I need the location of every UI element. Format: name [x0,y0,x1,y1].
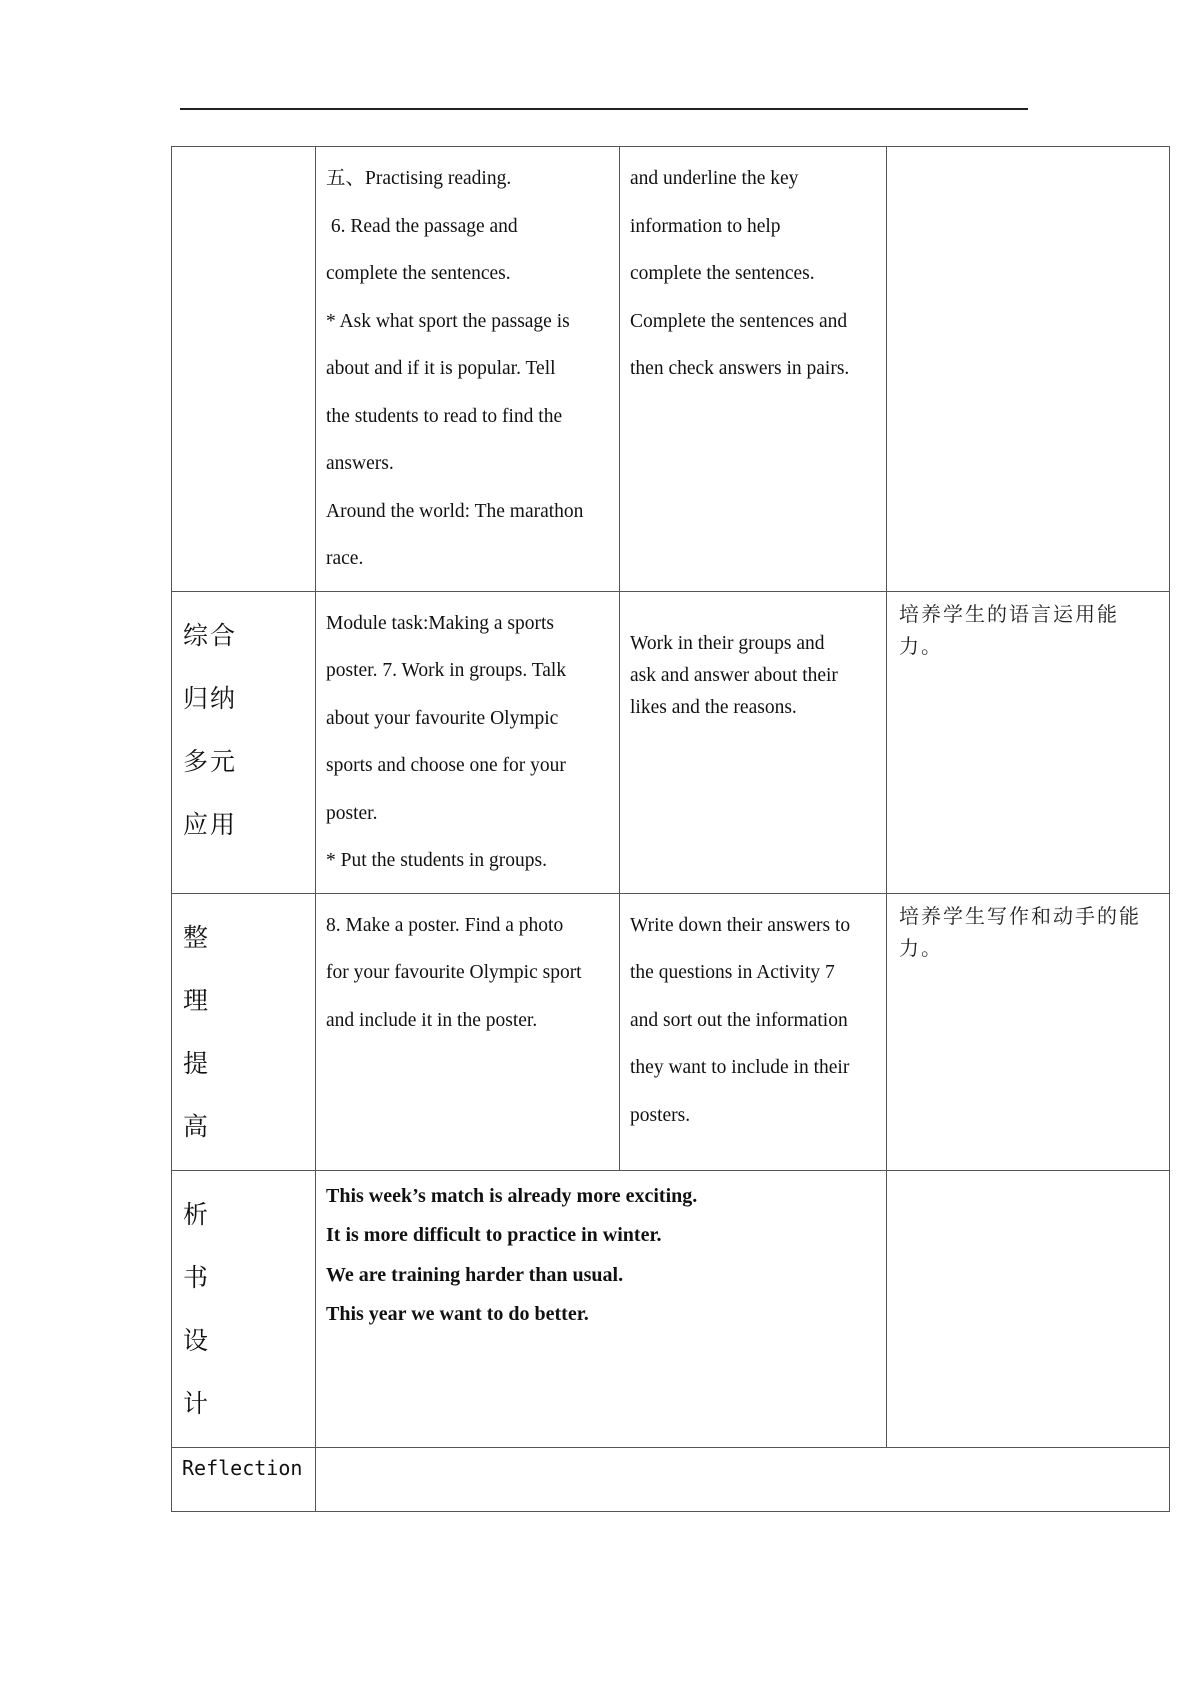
stage-label: 应用 [183,809,238,839]
student-activity-cell [620,147,887,592]
activity-line: about your favourite Olympic [326,707,559,729]
section-heading: 五、Practising reading. [326,168,512,189]
stage-label: 综合 [183,620,238,650]
activity-line: likes and the reasons. [630,696,797,718]
stage-cell [172,591,316,893]
table-row-reading [172,147,1170,592]
header-rule [180,108,1028,110]
activity-line: sports and choose one for your [326,755,566,776]
goal-cell [887,591,1170,893]
board-line: We are training harder than usual. [326,1263,624,1286]
stage-label: 高 [183,1111,211,1141]
activity-line: and underline the key [630,168,799,189]
activity-line: they want to include in their [630,1057,850,1078]
teacher-activity-cell [316,147,620,592]
reflection-label: Reflection [182,1455,303,1480]
board-line: This week’s match is already more exciting. [326,1184,698,1207]
activity-line: * Ask what sport the passage is [326,310,570,332]
table-row-poster [172,893,1170,1170]
goal-cell [887,1170,1170,1447]
table-row-board-design [172,1170,1170,1447]
stage-cell [172,1170,316,1447]
teacher-activity-cell [316,591,620,893]
activity-line: complete the sentences. [630,263,815,284]
activity-line: the students to read to find the [326,405,563,427]
reflection-content-cell [316,1447,1170,1511]
board-line: It is more difficult to practice in winter. [326,1224,662,1246]
goal-cell [887,893,1170,1170]
table-row-reflection [172,1447,1170,1511]
student-activity-cell [620,591,887,893]
activity-line: Work in their groups and [630,632,825,654]
stage-label: 提 [183,1048,211,1078]
board-line: This year we want to do better. [326,1303,589,1325]
stage-label: 整 [183,922,211,952]
activity-line: race. [326,548,364,569]
goal-text: 培养学生的语言运用能力。 [899,601,1119,658]
stage-cell [172,147,316,592]
activity-line: about and if it is popular. Tell [326,358,556,379]
activity-line: answers. [326,453,394,474]
activity-line: Complete the sentences and [630,310,848,332]
activity-line: and include it in the poster. [326,1009,538,1031]
activity-line: * Put the students in groups. [326,850,548,871]
activity-line: then check answers in pairs. [630,358,850,379]
stage-label: 设 [183,1325,211,1355]
activity-line: ask and answer about their [630,664,838,686]
board-design-cell [316,1170,887,1447]
activity-line: Around the world: The marathon [326,500,584,522]
activity-line: the questions in Activity 7 [630,962,835,983]
table-row-module-task [172,591,1170,893]
activity-line: poster. [326,802,378,824]
stage-label: 归纳 [183,683,238,713]
stage-label: 书 [183,1262,211,1292]
goal-cell [887,147,1170,592]
student-activity-cell [620,893,887,1170]
activity-line: complete the sentences. [326,263,511,284]
lesson-plan-table [171,146,1170,1512]
stage-label: 理 [183,985,211,1015]
activity-line: posters. [630,1104,691,1126]
stage-cell [172,893,316,1170]
goal-text: 培养学生写作和动手的能力。 [899,903,1141,960]
teacher-activity-cell [316,893,620,1170]
reflection-content [316,1448,1169,1464]
activity-line: 8. Make a poster. Find a photo [326,914,564,936]
activity-line: poster. 7. Work in groups. Talk [326,660,567,681]
activity-line: information to help [630,215,781,237]
activity-line: for your favourite Olympic sport [326,962,582,983]
stage-label: 析 [183,1199,211,1229]
stage-label: 多元 [183,746,238,776]
reflection-label-cell [172,1447,316,1511]
activity-line: Module task:Making a sports [326,612,555,634]
activity-line: 6. Read the passage and [326,215,518,237]
activity-line: and sort out the information [630,1009,848,1031]
activity-line: Write down their answers to [630,914,851,936]
stage-label: 计 [183,1388,211,1418]
